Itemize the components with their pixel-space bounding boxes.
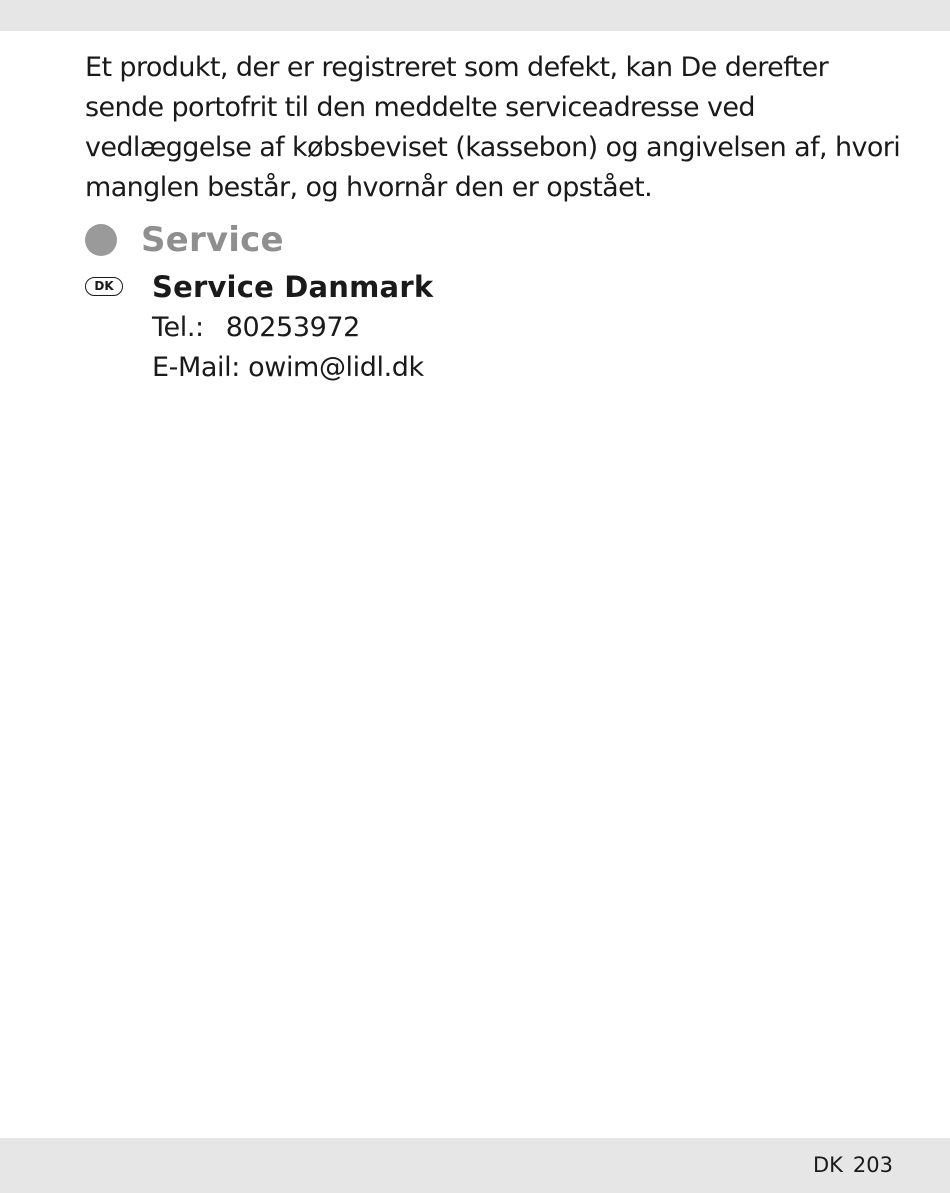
tel-label: Tel.:	[152, 312, 204, 343]
service-name: Service Danmark	[152, 270, 434, 304]
page-footer	[813, 1151, 893, 1179]
bullet-dot-icon	[85, 224, 117, 256]
section-heading	[85, 218, 284, 262]
top-margin-band	[0, 0, 950, 31]
body-paragraph: Et produkt, der er registreret som defekt, kan De derefter sende portofrit til den meddelte serviceadresse ved vedlæggelse af købsbeviset (kassebon) og angivelsen af, hvori manglen består, og hvornår den er opstået.	[85, 52, 901, 203]
page-number: 203	[852, 1153, 893, 1177]
email-line	[152, 348, 424, 388]
email-label: E-Mail:	[152, 352, 240, 383]
telephone-line	[152, 308, 360, 348]
bottom-margin-band	[0, 1138, 950, 1193]
footer-language: DK	[812, 1153, 843, 1177]
country-badge: DK	[85, 277, 123, 296]
tel-number: 80253972	[225, 312, 360, 343]
section-title: Service	[141, 220, 284, 260]
email-address: owim@lidl.dk	[248, 352, 424, 383]
